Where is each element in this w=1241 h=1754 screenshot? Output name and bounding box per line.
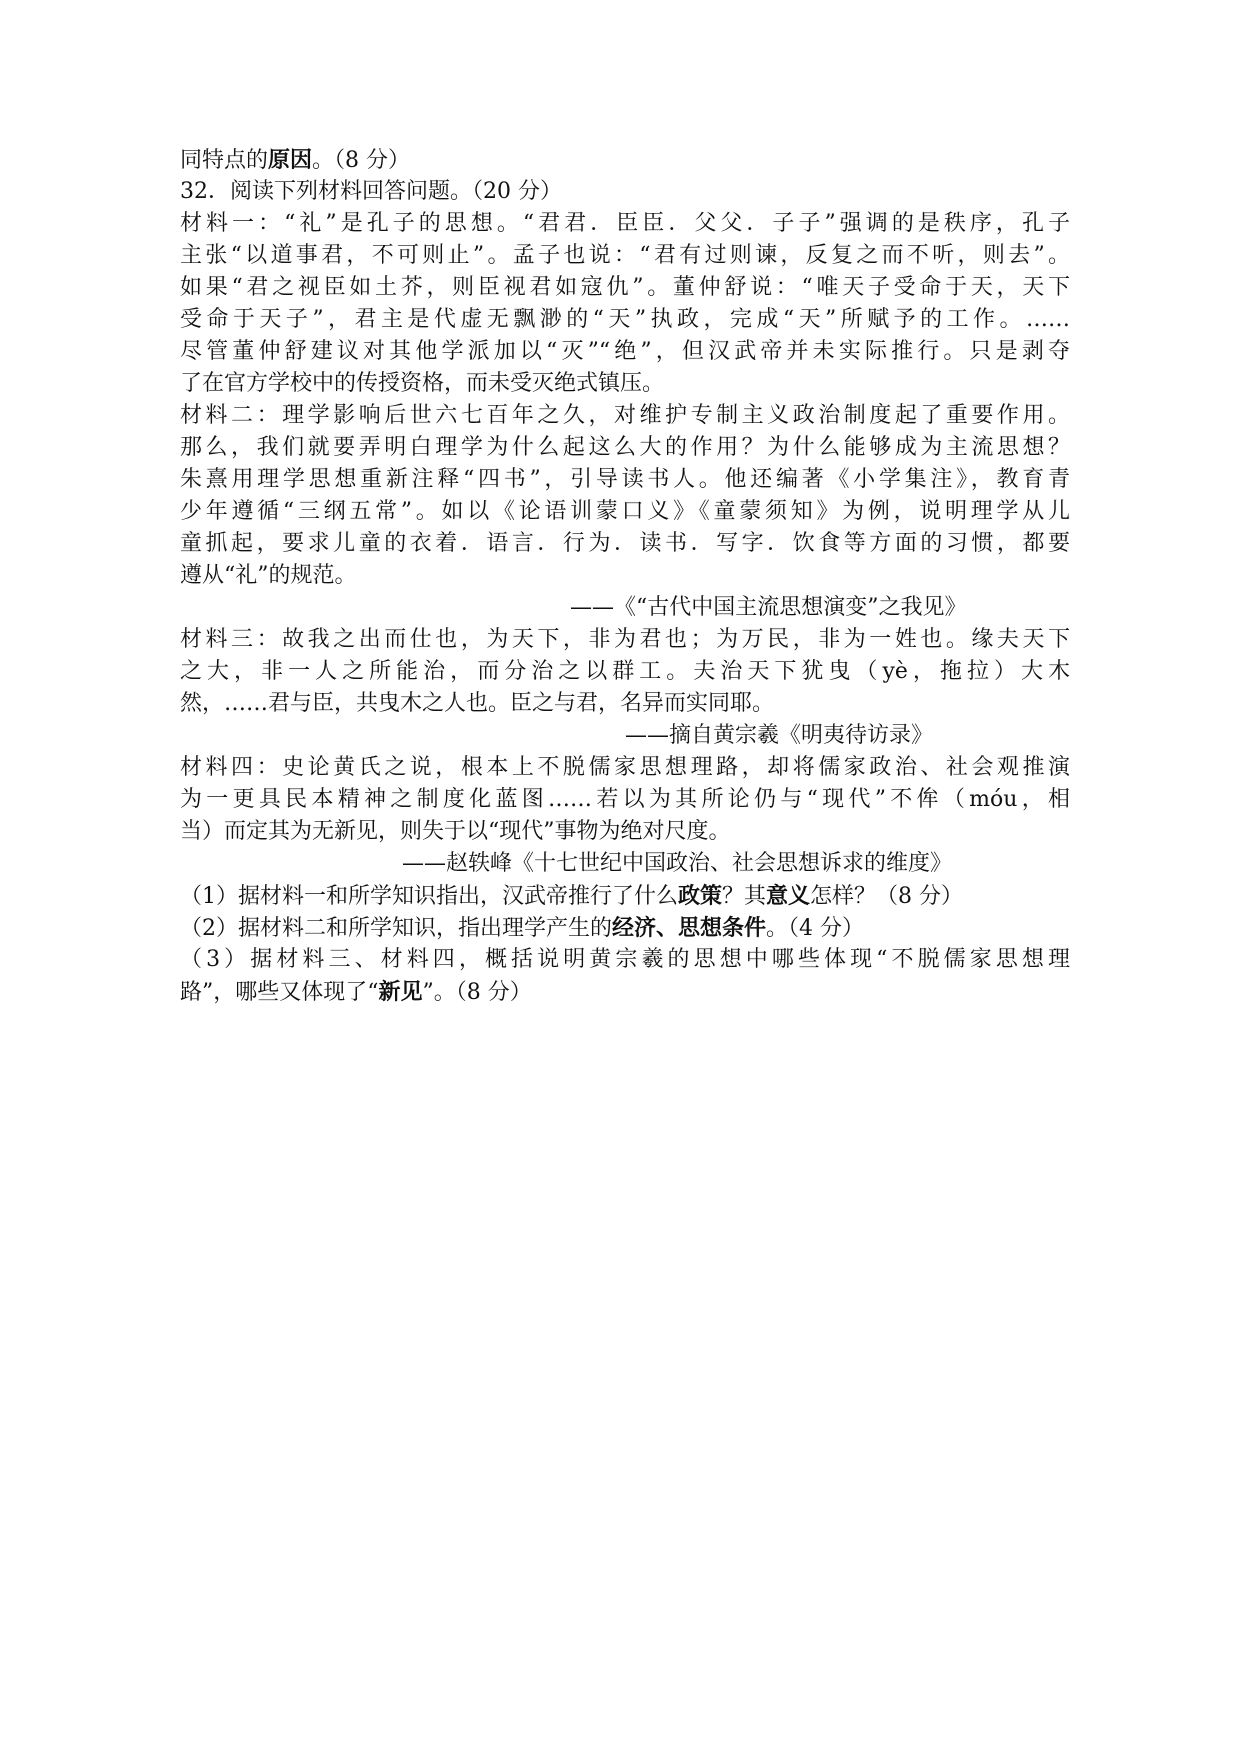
bold-keyword: 意义	[766, 883, 811, 909]
text-span: 。（4 分）	[766, 916, 865, 941]
material-3-line: 然，……君与臣，共曳木之人也。臣之与君，名异而实同耶。	[180, 691, 775, 716]
material-2-line: 朱熹用理学思想重新注释“四书”，引导读书人。他还编著《小学集注》，教育青	[180, 467, 1070, 492]
question-32-heading: 32．阅读下列材料回答问题。（20 分）	[180, 179, 562, 204]
material-2-line: 遵从“礼”的规范。	[180, 563, 357, 588]
bold-keyword: 思想条件	[678, 915, 767, 941]
text-span: 怎样？（8 分）	[810, 884, 964, 909]
material-3-source: ——摘自黄宗羲《明夷待访录》	[625, 723, 934, 748]
bold-keyword: 经济	[612, 915, 657, 941]
material-2-line: 材料二：理学影响后世六七百年之久，对维护专制主义政治制度起了重要作用。	[180, 403, 1070, 428]
bold-keyword: 新见	[378, 979, 423, 1005]
material-4-source: ——赵轶峰《十七世纪中国政治、社会思想诉求的维度》	[402, 851, 953, 876]
material-2-line: 那么，我们就要弄明白理学为什么起这么大的作用？为什么能够成为主流思想？	[180, 435, 1070, 460]
material-1-line: 尽管董仲舒建议对其他学派加以“灭”“绝”，但汉武帝并未实际推行。只是剥夺	[180, 339, 1070, 364]
bold-keyword: 政策	[678, 883, 723, 909]
text-span: （2）据材料二和所学知识，指出理学产生的	[180, 916, 612, 941]
material-3-line: 材料三：故我之出而仕也，为天下，非为君也；为万民，非为一姓也。缘夫天下	[180, 627, 1070, 652]
material-3-line: 之大，非一人之所能治，而分治之以群工。夫治天下犹曳（yè，拖拉）大木	[180, 659, 1070, 684]
bold-keyword: 、	[656, 915, 679, 941]
material-4-line: 材料四：史论黄氏之说，根本上不脱儒家思想理路，却将儒家政治、社会观推演	[180, 755, 1070, 780]
text-span: ”。（8 分）	[422, 980, 532, 1005]
material-4-line: 当）而定其为无新见，则失于以“现代”事物为绝对尺度。	[180, 819, 731, 844]
material-1-line: 主张“以道事君，不可则止”。孟子也说：“君有过则谏，反复之而不听，则去”。	[180, 243, 1070, 268]
material-1-line: 材料一：“礼”是孔子的思想。“君君．臣臣．父父．子子”强调的是秩序，孔子	[180, 211, 1070, 236]
material-2-source: ——《“古代中国主流思想演变”之我见》	[570, 595, 967, 620]
continued-question-line	[180, 144, 1070, 176]
material-2-line: 童抓起，要求儿童的衣着．语言．行为．读书．写字．饮食等方面的习惯，都要	[180, 531, 1070, 556]
bold-keyword: 原因	[268, 147, 313, 173]
text-span: 路”，哪些又体现了“	[180, 980, 379, 1005]
text-span: 同特点的	[180, 148, 269, 173]
material-1-line: 如果“君之视臣如土芥，则臣视君如寇仇”。董仲舒说：“唯天子受命于天，天下	[180, 275, 1070, 300]
text-span: （1）据材料一和所学知识指出，汉武帝推行了什么	[180, 884, 678, 909]
material-1-line: 了在官方学校中的传授资格，而未受灭绝式镇压。	[180, 371, 665, 396]
sub-question-1	[180, 880, 1070, 912]
text-span: 。（8 分）	[312, 148, 411, 173]
material-4-line: 为一更具民本精神之制度化蓝图……若以为其所论仍与“现代”不侔（móu，相	[180, 787, 1070, 812]
sub-question-3-line	[180, 976, 1070, 1008]
sub-question-3-line: （3）据材料三、材料四，概括说明黄宗羲的思想中哪些体现“不脱儒家思想理	[180, 947, 1070, 972]
material-2-line: 少年遵循“三纲五常”。如以《论语训蒙口义》《童蒙须知》为例，说明理学从儿	[180, 499, 1070, 524]
sub-question-2	[180, 912, 1070, 944]
text-span: ？其	[722, 884, 767, 909]
material-1-line: 受命于天子”，君主是代虚无飘渺的“天”执政，完成“天”所赋予的工作。……	[180, 307, 1070, 332]
